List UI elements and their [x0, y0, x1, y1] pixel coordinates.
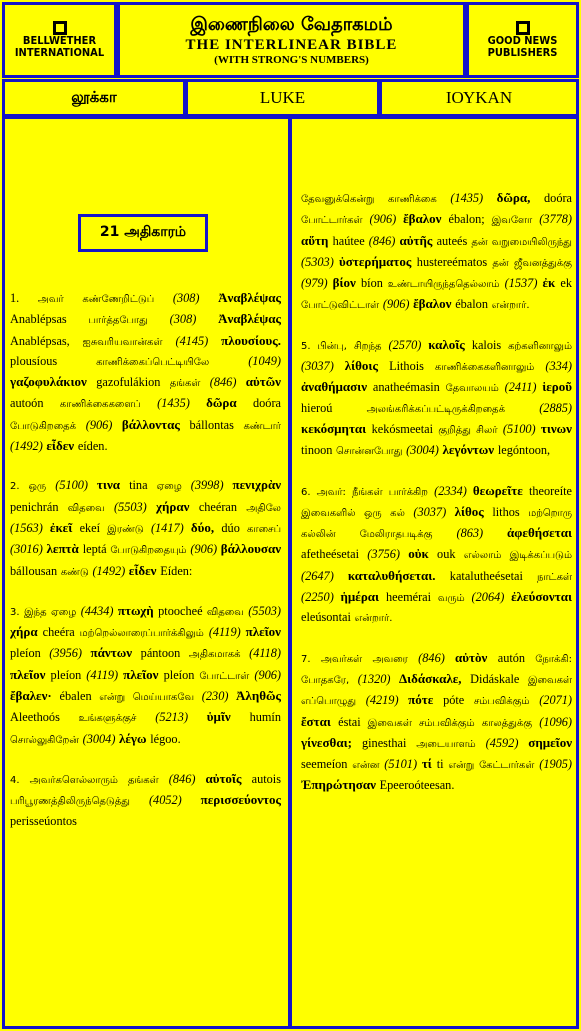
greek-word: ἐλεύσονται	[511, 589, 572, 605]
tamil-word: இடிக்கப்படும்	[509, 550, 572, 562]
transliteration: afetheésetai	[301, 547, 368, 562]
strongs-number: (4219)	[365, 693, 409, 708]
greek-word: ἔβαλον	[403, 211, 449, 227]
tamil-word: அதிலே	[246, 502, 281, 514]
transliteration: perisseúontos	[10, 813, 77, 828]
verse-4	[10, 769, 281, 831]
tamil-word: பரிபூரணத்திலிருந்தெடுத்து	[10, 796, 149, 808]
transliteration: pleíon	[50, 667, 87, 682]
subtitle: (WITH STRONG'S NUMBERS)	[214, 53, 369, 66]
transliteration: pántoon	[140, 646, 189, 661]
transliteration: auteés	[436, 233, 472, 248]
transliteration: eíden.	[77, 439, 108, 454]
strongs-number: (4592)	[485, 735, 529, 750]
tamil-word: காணிக்கைகளைப்	[59, 399, 158, 411]
greek-word: αὕτη	[301, 232, 333, 248]
book-name-tamil: லூக்கா	[2, 79, 186, 117]
tamil-word: இரண்டு	[107, 523, 151, 535]
strongs-number: (2885)	[539, 400, 572, 415]
greek-word: ἐκεῖ	[49, 519, 80, 535]
strongs-number: (308)	[172, 291, 219, 305]
transliteration: éstai	[338, 714, 368, 729]
strongs-number: (3756)	[367, 547, 409, 562]
strongs-number: (5303)	[301, 254, 340, 269]
transliteration: anatheémasin	[372, 380, 446, 395]
transliteration: dúo	[221, 520, 247, 535]
tamil-word: மற்றெல்லாரைப்பார்க்கிலும்	[79, 628, 209, 640]
greek-word: περισσεύοντος	[200, 792, 281, 808]
strongs-number: (3004)	[82, 731, 119, 746]
greek-word: λίθος	[454, 503, 493, 519]
tamil-word: அலங்கரிக்கப்பட்டிருக்கிறதைக்	[366, 403, 540, 415]
strongs-number: (230)	[201, 689, 237, 704]
tamil-word: காணிக்கைகளினாலும்	[434, 362, 546, 374]
strongs-number: (4119)	[208, 625, 246, 640]
chapter-heading: 21 அதிகாரம்	[78, 214, 208, 252]
tamil-word: நோக்கி: போதகரே,	[301, 653, 572, 686]
right-logo-text: GOOD NEWS PUBLISHERS	[487, 34, 558, 59]
greek-word: Ἀναβλέψας	[218, 311, 281, 327]
strongs-number: (1417)	[150, 520, 191, 535]
tamil-word: தங்கள்	[169, 378, 210, 390]
transliteration: ginesthai	[361, 735, 417, 750]
transliteration: haútee	[332, 233, 369, 248]
tamil-word: தன்	[471, 236, 492, 248]
greek-word: γαζοφυλάκιον	[10, 374, 97, 390]
strongs-number: (3037)	[301, 359, 345, 374]
greek-word: Ἐπηρώτησαν	[301, 777, 380, 793]
greek-word: δῶρα	[206, 395, 253, 411]
tamil-word: 4. அவர்களெல்லாரும் தங்கள்	[10, 774, 169, 786]
transliteration: pleíon	[10, 646, 50, 661]
verse-2	[10, 475, 281, 581]
strongs-number: (846)	[368, 233, 400, 248]
strongs-number: (2250)	[301, 590, 341, 605]
transliteration: katalutheésetai	[449, 568, 537, 583]
right-logo	[466, 2, 579, 78]
left-column	[10, 122, 281, 1028]
greek-word: αὐτοῖς	[205, 770, 252, 786]
greek-word: ὑμῖν	[206, 709, 250, 725]
greek-word: πτωχὴ	[117, 602, 159, 618]
strongs-number: (1563)	[10, 520, 50, 535]
tamil-word: இவைகள் சம்பவிக்கும் காலத்துக்கு	[367, 717, 540, 729]
transliteration: doóra	[544, 191, 572, 205]
transliteration: ébalen	[59, 689, 100, 704]
greek-word: πλεῖον	[10, 666, 51, 682]
transliteration: autón	[497, 650, 536, 665]
tamil-word: இவைகள் எப்பொழுது	[301, 674, 572, 708]
strongs-number: (5100)	[502, 421, 541, 436]
tamil-word: உண்டாயிருந்ததெல்லாம்	[387, 279, 505, 291]
greek-word: ἔβαλον	[413, 296, 456, 312]
strongs-number: (1435)	[450, 191, 497, 205]
tamil-word: என்று கேட்டார்கள்	[448, 760, 540, 772]
greek-word: σημεῖον	[528, 734, 572, 750]
greek-word: βίον	[332, 275, 362, 291]
tamil-word: 2. ஒரு	[10, 481, 56, 493]
transliteration: pleíon	[163, 667, 200, 682]
strongs-number: (1049)	[248, 353, 281, 368]
strongs-number: (906)	[190, 542, 221, 557]
greek-word: κεκόσμηται	[301, 420, 372, 436]
transliteration: kalois	[471, 337, 509, 352]
greek-word: ἡμέραι	[340, 589, 386, 605]
transliteration: penichrán	[10, 499, 68, 514]
strongs-number: (4119)	[86, 667, 124, 682]
strongs-number: (2411)	[504, 380, 543, 395]
title-block	[117, 2, 466, 78]
transliteration: lithos	[492, 504, 529, 519]
transliteration: bállousan	[10, 563, 61, 578]
transliteration: kekósmeetai	[371, 421, 439, 436]
strongs-number: (334)	[545, 359, 572, 374]
tamil-word: வரும்	[437, 593, 472, 605]
strongs-number: (1320)	[357, 671, 399, 686]
transliteration: cheéra	[42, 625, 80, 640]
greek-word: πλεῖον	[123, 666, 164, 682]
greek-word: αὐτῶν	[245, 374, 281, 390]
right-column	[301, 122, 572, 1028]
strongs-number: (3778)	[539, 212, 572, 227]
tamil-word: போட்டுவிட்டாள்	[301, 300, 383, 312]
greek-word: βάλλουσαν	[220, 541, 281, 557]
verse-3	[10, 601, 281, 750]
tamil-word: தேவாலயம்	[445, 383, 505, 395]
transliteration: Anablépsas,	[10, 333, 83, 348]
transliteration: ek	[560, 276, 572, 291]
tamil-word: காணிக்கைப்பெட்டியிலே	[96, 356, 249, 368]
title-tamil: இணைநிலை வேதாகமம்	[190, 13, 393, 35]
strongs-number: (1096)	[539, 714, 572, 729]
tamil-word: சொல்லுகிறேன்	[10, 734, 83, 746]
transliteration: autoón	[10, 396, 60, 411]
strongs-number: (2064)	[471, 590, 512, 605]
strongs-number: (906)	[85, 417, 122, 432]
strongs-number: (906)	[382, 297, 414, 312]
greek-word: πάντων	[90, 645, 141, 661]
tamil-word: போட்டார்கள்	[301, 215, 370, 227]
greek-word: βάλλοντας	[121, 416, 190, 432]
title-english: THE INTERLINEAR BIBLE	[185, 36, 398, 53]
greek-word: ἀφεθήσεται	[507, 525, 572, 541]
tamil-word: என்று மெய்யாகவே	[99, 692, 202, 704]
greek-word: αὐτὸν	[455, 649, 498, 665]
tamil-word: நாட்கள்	[536, 571, 572, 583]
tamil-word: உங்களுக்குச்	[78, 713, 156, 725]
greek-word: Διδάσκαλε,	[398, 670, 471, 686]
greek-word: θεωρεῖτε	[472, 482, 529, 498]
greek-word: καταλυθήσεται.	[347, 567, 450, 583]
strongs-number: (5213)	[155, 710, 207, 725]
tamil-word: எல்லாம்	[463, 550, 510, 562]
strongs-number: (5100)	[55, 478, 97, 493]
tamil-word: கண்டார்	[243, 420, 281, 432]
transliteration: 1.	[10, 291, 38, 305]
greek-word: ἔσται	[301, 713, 339, 729]
transliteration: theoreíte	[528, 483, 572, 498]
strongs-number: (5101)	[384, 757, 422, 772]
transliteration: Aleethoós	[10, 710, 79, 725]
transliteration: ekeí	[79, 520, 108, 535]
greek-word: πότε	[408, 692, 444, 708]
tamil-word: தன் ஜீவனத்துக்கு	[492, 257, 572, 269]
transliteration: eleúsontai	[301, 610, 355, 625]
greek-word: Ἀναβλέψας	[218, 290, 281, 305]
greek-word: ἀναθήμασιν	[301, 379, 373, 395]
strongs-number: (3016)	[10, 542, 47, 557]
tamil-word: போடுகிறதைக்	[10, 420, 86, 432]
strongs-number: (2334)	[434, 483, 473, 498]
column-divider	[288, 119, 292, 1028]
tamil-word: 7. அவர்கள் அவரை	[301, 653, 419, 665]
transliteration: ptoocheé	[158, 603, 207, 618]
tamil-word: தேவனுக்கென்று காணிக்கை	[301, 194, 451, 205]
strongs-number: (906)	[254, 667, 281, 682]
bellwether-logo-icon	[53, 21, 67, 35]
transliteration: seemeíon	[301, 757, 353, 772]
strongs-number: (846)	[418, 650, 456, 665]
greek-word: πλεῖον	[245, 624, 281, 640]
strongs-number: (3037)	[413, 504, 455, 519]
greek-word: χήραν	[156, 498, 199, 514]
greek-word: γίνεσθαι;	[301, 734, 362, 750]
tamil-word: 3. இந்த ஏழை	[10, 606, 81, 618]
strongs-number: (906)	[369, 212, 404, 227]
tamil-word: கல்	[390, 507, 414, 519]
tamil-word: அவர் கண்ணேறிட்டுப்	[37, 294, 173, 305]
strongs-number: (308)	[169, 312, 219, 327]
strongs-number: (1492)	[10, 439, 47, 454]
transliteration: Didáskale	[470, 671, 528, 686]
tamil-word: 5. பின்பு, சிறந்த	[301, 340, 389, 352]
strongs-number: (3956)	[49, 646, 91, 661]
tamil-word: காசைப்	[246, 523, 281, 535]
tamil-word: மற்றொரு கல்லின்	[301, 507, 572, 541]
tamil-word: இவைகளில் ஒரு	[301, 507, 391, 519]
tamil-word: போட்டாள்	[199, 670, 255, 682]
transliteration: legóntoon,	[497, 443, 551, 458]
transliteration: tina	[129, 478, 157, 493]
tamil-word: கண்டு	[60, 566, 93, 578]
greek-word: δύο,	[190, 519, 222, 535]
tamil-word: சொன்னபோது	[336, 446, 407, 458]
verse-7	[301, 648, 572, 796]
tamil-word: என்றார்.	[354, 613, 393, 625]
tamil-word: அடையாளம்	[416, 738, 486, 750]
greek-word: χήρα	[10, 624, 43, 640]
transliteration: bíon	[361, 276, 388, 291]
tamil-word: என்றார்.	[491, 300, 530, 312]
tamil-word: பார்த்தபோது	[88, 315, 170, 327]
greek-word: δῶρα,	[496, 190, 545, 205]
strongs-number: (2647)	[301, 568, 348, 583]
strongs-number: (1435)	[157, 396, 207, 411]
transliteration: cheéran	[198, 499, 247, 514]
transliteration: ouk	[437, 547, 464, 562]
left-logo-text: BELLWETHER INTERNATIONAL	[14, 34, 105, 59]
strongs-number: (979)	[301, 276, 333, 291]
strongs-number: (4052)	[148, 793, 201, 808]
strongs-number: (2071)	[539, 693, 572, 708]
transliteration: tinoon	[301, 443, 337, 458]
strongs-number: (1537)	[504, 276, 543, 291]
tamil-word: போடுகிறதையும்	[110, 545, 191, 557]
strongs-number: (863)	[456, 526, 508, 541]
greek-word: εἶδεν	[46, 438, 78, 454]
transliteration: Anablépsas	[10, 312, 89, 327]
verse-4b	[301, 188, 572, 316]
greek-word: πλουσίους.	[221, 332, 281, 348]
verse-5	[301, 335, 572, 462]
transliteration: bállontas	[189, 417, 244, 432]
tamil-word: சம்பவிக்கும்	[473, 696, 540, 708]
verse-1	[10, 288, 281, 456]
transliteration: ébalon;	[448, 212, 492, 227]
transliteration: Epeeroóteesan.	[379, 778, 455, 793]
transliteration: autois	[251, 771, 281, 786]
greek-word: καλοῖς	[428, 336, 472, 352]
strongs-number: (2570)	[388, 337, 429, 352]
good-news-logo-icon	[516, 21, 530, 35]
transliteration: plousíous	[10, 353, 97, 368]
transliteration: ti	[436, 757, 449, 772]
book-name-greek: ΙΟΥΚΑΝ	[379, 79, 579, 117]
tamil-word: மேலிராதபடிக்கு	[359, 529, 457, 541]
transliteration: póte	[443, 693, 474, 708]
greek-word: λεπτὰ	[46, 541, 83, 557]
greek-word: λεγόντων	[442, 442, 498, 458]
transliteration: gazofulákion	[96, 375, 170, 390]
transliteration: humín	[249, 710, 281, 725]
transliteration: Eíden:	[160, 563, 193, 578]
tamil-word: விதவை	[206, 606, 249, 618]
tamil-word: ஏழை	[156, 481, 191, 493]
tamil-word: விதவை	[67, 502, 114, 514]
tamil-word: அதிகமாகக்	[188, 649, 250, 661]
tamil-word: குறித்து சிலர்	[438, 424, 503, 436]
strongs-number: (5503)	[113, 499, 156, 514]
verse-6	[301, 481, 572, 629]
transliteration: ébalon	[455, 297, 492, 312]
left-logo	[2, 2, 117, 78]
strongs-number: (4118)	[249, 646, 281, 661]
greek-word: Ἀληθῶς	[236, 688, 281, 704]
transliteration: heemérai	[386, 590, 438, 605]
tamil-word: என்ன	[352, 760, 385, 772]
greek-word: ἐκ	[542, 275, 561, 291]
book-name-english: LUKE	[185, 79, 380, 117]
transliteration: doóra	[253, 396, 281, 411]
strongs-number: (4145)	[175, 333, 222, 348]
transliteration: hieroú	[301, 400, 367, 415]
greek-word: οὐκ	[408, 546, 438, 562]
strongs-number: (3004)	[406, 443, 443, 458]
strongs-number: (4434)	[80, 603, 118, 618]
transliteration: hustereématos	[416, 254, 493, 269]
tamil-word: வறுமையிலிருந்து	[491, 236, 572, 248]
strongs-number: (5503)	[248, 603, 281, 618]
greek-word: λίθοις	[344, 358, 390, 374]
greek-word: αὐτῆς	[399, 232, 437, 248]
tamil-word: ஐசுவரியவான்கள்	[82, 336, 176, 348]
greek-word: πενιχρὰν	[232, 477, 281, 493]
transliteration: Lithois	[389, 359, 435, 374]
greek-word: τινα	[96, 477, 130, 493]
strongs-number: (1905)	[539, 757, 572, 772]
tamil-word: கற்களினாலும்	[508, 340, 572, 352]
greek-word: ἱεροῦ	[542, 379, 572, 395]
strongs-number: (846)	[209, 375, 246, 390]
strongs-number: (1492)	[92, 563, 129, 578]
greek-word: ἔβαλεν·	[10, 688, 60, 704]
right-verses	[301, 188, 572, 796]
left-verses	[10, 288, 281, 831]
greek-word: λέγω	[118, 730, 151, 746]
greek-word: τινων	[540, 420, 572, 436]
greek-word: εἶδεν	[128, 562, 161, 578]
greek-word: ὑστερήματος	[339, 253, 417, 269]
strongs-number: (846)	[168, 771, 206, 786]
strongs-number: (3998)	[190, 478, 233, 493]
tamil-word: 6. அவர்: நீங்கள் பார்க்கிற	[301, 486, 435, 498]
transliteration: leptá	[82, 542, 111, 557]
tamil-word: இவளோ	[491, 215, 540, 227]
transliteration: légoo.	[150, 731, 181, 746]
greek-word: τί	[421, 756, 437, 772]
